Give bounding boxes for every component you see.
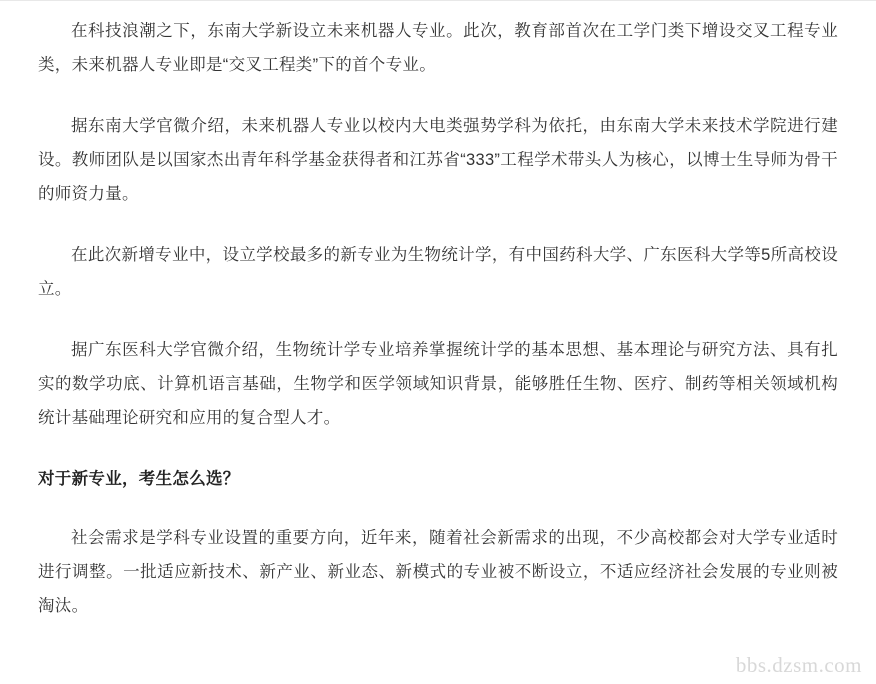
- paragraph: 据广东医科大学官微介绍，生物统计学专业培养掌握统计学的基本思想、基本理论与研究方法、具有扎实的数学功底、计算机语言基础，生物学和医学领域知识背景，能够胜任生物、医疗、制药等相关领域机构统计基础理论研究和应用的复合型人才。: [38, 341, 838, 427]
- section-subheading: 对于新专业，考生怎么选？: [38, 470, 240, 488]
- article-body: [38, 14, 838, 650]
- site-watermark: bbs.dzsm.com: [735, 653, 862, 677]
- paragraph: 在此次新增专业中，设立学校最多的新专业为生物统计学，有中国药科大学、广东医科大学等5所高校设立。: [38, 246, 838, 298]
- paragraph: 社会需求是学科专业设置的重要方向，近年来，随着社会新需求的出现，不少高校都会对大学专业适时进行调整。一批适应新技术、新产业、新业态、新模式的专业被不断设立，不适应经济社会发展的专业则被淘汰。: [38, 529, 838, 615]
- top-divider: [0, 0, 876, 1]
- paragraph: 据东南大学官微介绍，未来机器人专业以校内大电类强势学科为依托，由东南大学未来技术学院进行建设。教师团队是以国家杰出青年科学基金获得者和江苏省“333”工程学术带头人为核心，以博士生导师为骨干的师资力量。: [38, 117, 838, 203]
- paragraph: 在科技浪潮之下，东南大学新设立未来机器人专业。此次，教育部首次在工学门类下增设交叉工程专业类，未来机器人专业即是“交叉工程类”下的首个专业。: [38, 22, 838, 74]
